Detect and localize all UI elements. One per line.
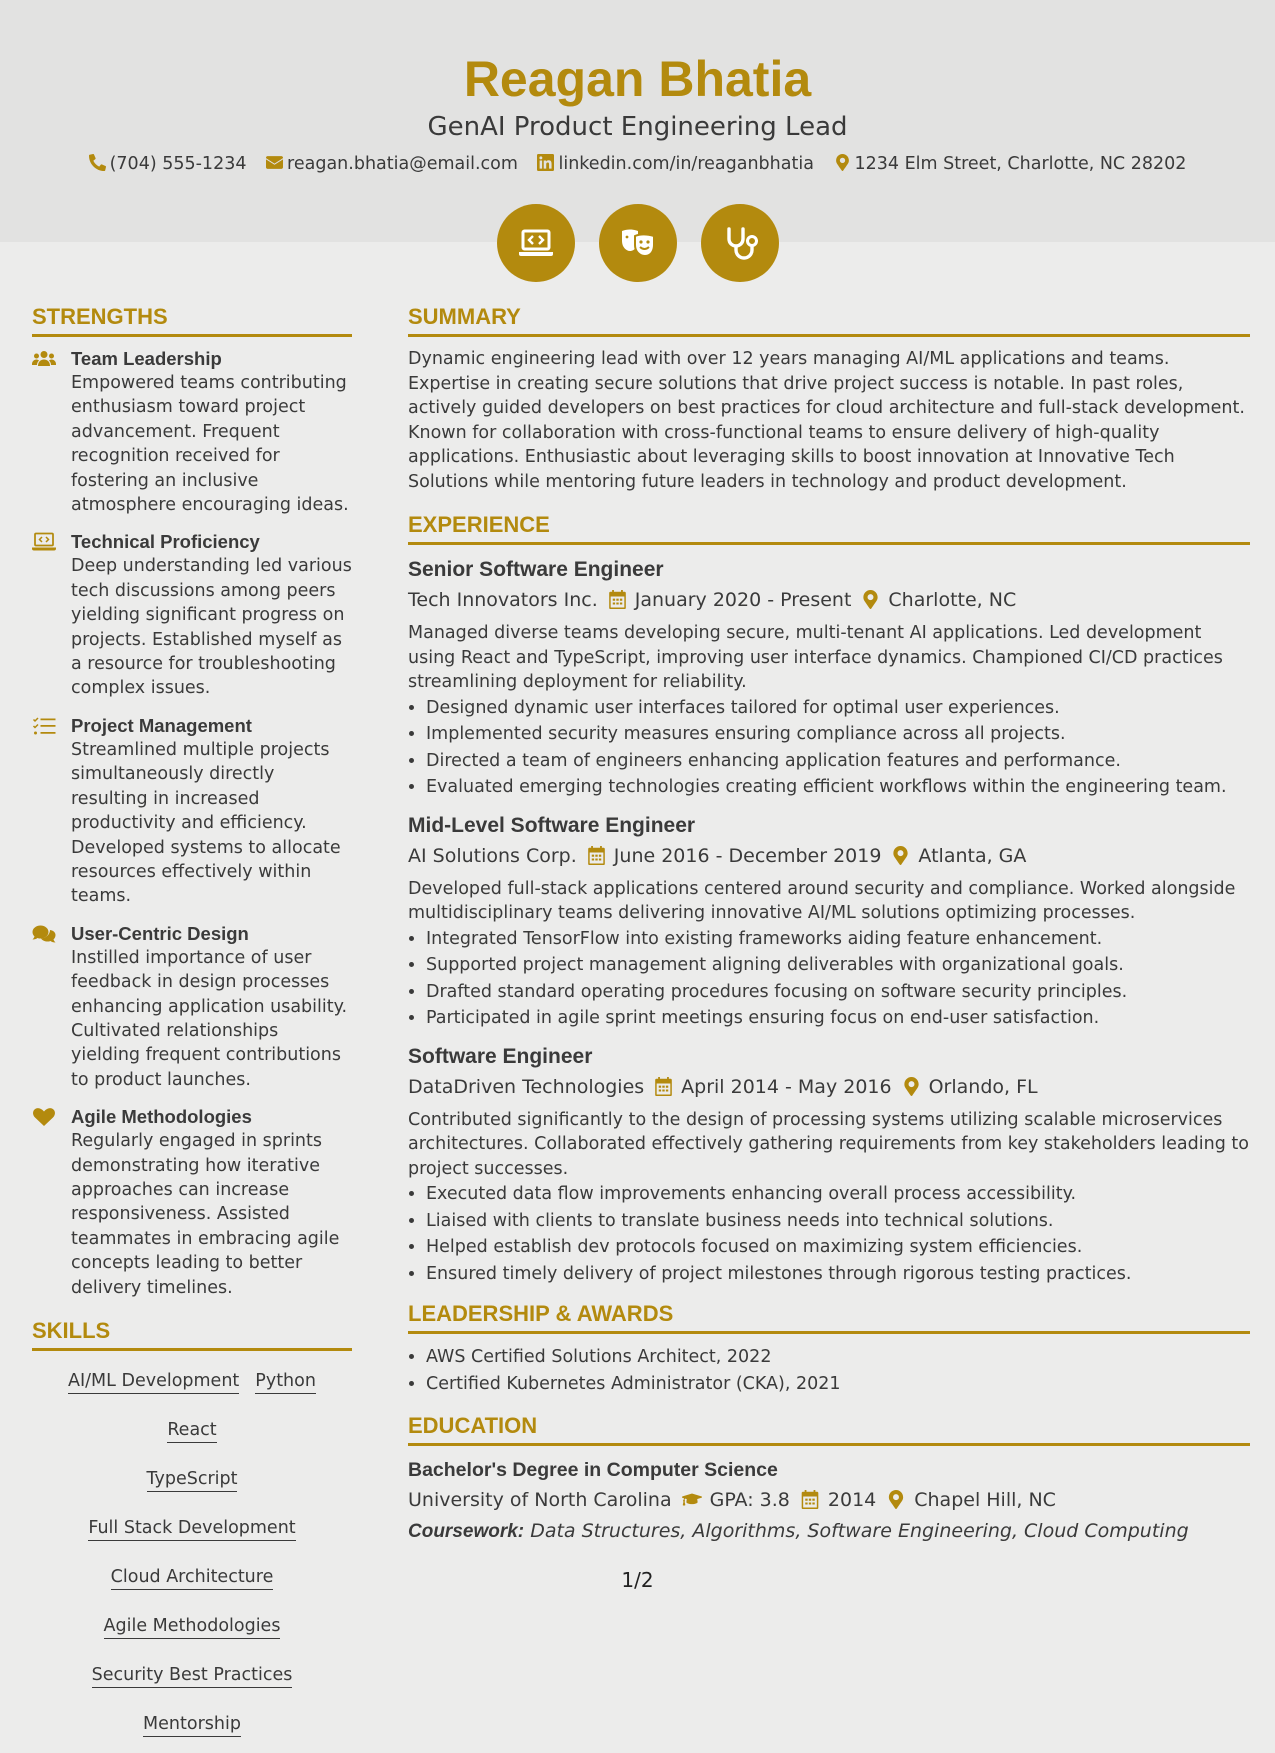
linkedin-icon: [537, 154, 554, 171]
hobby-coding: [497, 204, 575, 282]
graduation-cap-icon: [682, 1490, 702, 1509]
edu-school: University of North Carolina: [408, 1489, 672, 1511]
strength-title: Agile Methodologies: [71, 1106, 252, 1128]
strength-item: [32, 347, 352, 517]
experience-heading: EXPERIENCE: [408, 508, 1250, 545]
job-bullet: • Directed a team of engineers enhancing application features and performance.: [426, 748, 1250, 775]
job-bullet: • Liaised with clients to translate business needs into technical solutions.: [426, 1208, 1250, 1235]
award-item: • Certified Kubernetes Administrator (CKA), 2021: [426, 1371, 1250, 1398]
candidate-title: GenAI Product Engineering Lead: [427, 112, 848, 142]
skill-tag: Agile Methodologies: [104, 1614, 281, 1639]
strength-title: Technical Proficiency: [71, 531, 260, 553]
strength-desc: Streamlined multiple projects simultaneously directly resulting in increased productivity and efficiency. Developed systems to allocate resources effectively within teams.: [71, 739, 341, 907]
calendar-icon: [587, 846, 606, 865]
job-location: Atlanta, GA: [918, 844, 1027, 867]
edu-meta: [408, 1484, 1250, 1516]
job-meta: [408, 841, 1250, 871]
coursework-text: Data Structures, Algorithms, Software Engineering, Cloud Computing: [530, 1520, 1189, 1542]
tasks-icon: [32, 716, 56, 736]
job-company: AI Solutions Corp.: [408, 844, 577, 867]
contact-phone[interactable]: [89, 151, 247, 177]
hobby-medicine: [701, 204, 779, 282]
calendar-icon: [654, 1077, 673, 1096]
awards-heading: LEADERSHIP & AWARDS: [408, 1297, 1250, 1334]
contact-address: [834, 151, 1187, 177]
skills-list: [32, 1361, 352, 1753]
job-bullet: • Evaluated emerging technologies creating efficient workflows within the engineering team.: [426, 774, 1250, 801]
job-dates: June 2016 - December 2019: [613, 844, 882, 867]
job-desc: Developed full-stack applications centered around security and compliance. Worked alongside multidisciplinary teams delivering innovative AI/ML solutions optimizing processes.: [408, 878, 1236, 923]
contact-email[interactable]: [266, 151, 518, 177]
job-meta: [408, 585, 1250, 615]
job-title: Mid-Level Software Engineer: [408, 813, 696, 837]
skills-heading: SKILLS: [32, 1314, 352, 1351]
edu-gpa: GPA: 3.8: [709, 1489, 790, 1511]
right-column: [408, 300, 1250, 1547]
theater-masks-icon: [618, 223, 658, 263]
contact-linkedin[interactable]: [537, 151, 813, 177]
strength-desc: Empowered teams contributing enthusiasm toward project advancement. Frequent recognition received for fostering an inclusive atmosphere encouraging ideas.: [71, 373, 349, 516]
strength-title: User-Centric Design: [71, 922, 249, 944]
education-heading: EDUCATION: [408, 1409, 1250, 1446]
strengths-heading: STRENGTHS: [32, 300, 352, 337]
strength-item: [32, 1105, 352, 1300]
summary-heading: SUMMARY: [408, 300, 1250, 337]
job-bullet: • Implemented security measures ensuring compliance across all projects.: [426, 721, 1250, 748]
job-bullets: [408, 1181, 1250, 1287]
job-location: Orlando, FL: [928, 1075, 1038, 1098]
strength-title: Project Management: [71, 714, 252, 736]
map-marker-icon: [886, 1490, 906, 1509]
job-entry: [408, 1042, 1250, 1288]
strength-desc: Deep understanding led various tech discussions among peers yielding significant progress on projects. Established myself as a resource for troubleshooting complex issues.: [71, 556, 352, 699]
map-marker-icon: [834, 154, 851, 171]
job-title: Senior Software Engineer: [408, 558, 664, 581]
skill-tag: AI/ML Development: [68, 1369, 239, 1394]
left-column: [32, 300, 352, 1753]
strength-item: [32, 530, 352, 700]
contact-bar: [0, 151, 1275, 177]
page-number: 1/2: [621, 1568, 654, 1592]
skill-tag: Full Stack Development: [88, 1516, 295, 1541]
coursework-label: Coursework:: [408, 1521, 525, 1542]
edu-year: 2014: [827, 1489, 877, 1511]
phone-icon: [89, 154, 106, 171]
calendar-icon: [608, 590, 627, 609]
candidate-name: Reagan Bhatia: [463, 51, 812, 107]
job-bullets: [408, 926, 1250, 1032]
map-marker-icon: [891, 846, 910, 865]
award-item: • AWS Certified Solutions Architect, 2022: [426, 1344, 1250, 1371]
job-bullet: • Supported project management aligning deliverables with organizational goals.: [426, 952, 1250, 979]
awards-list: [408, 1344, 1250, 1397]
laptop-code-icon: [516, 223, 556, 263]
job-title: Software Engineer: [408, 1044, 593, 1068]
job-entry: [408, 811, 1250, 1032]
job-bullet: • Designed dynamic user interfaces tailored for optimal user experiences.: [426, 695, 1250, 722]
users-icon: [32, 349, 56, 369]
map-marker-icon: [902, 1077, 921, 1096]
strength-item: [32, 714, 352, 909]
job-company: Tech Innovators Inc.: [408, 589, 598, 611]
skill-tag: TypeScript: [147, 1467, 238, 1492]
comments-icon: [32, 924, 56, 944]
edu-location: Chapel Hill, NC: [914, 1489, 1056, 1511]
edu-degree: Bachelor's Degree in Computer Science: [408, 1459, 778, 1481]
contact-email-text: reagan.bhatia@email.com: [287, 154, 518, 174]
strength-desc: Regularly engaged in sprints demonstrating how iterative approaches can increase responsiveness. Assisted teammates in embracing agile concepts leading to better delivery timelines.: [71, 1131, 340, 1298]
skill-tag: Cloud Architecture: [111, 1565, 274, 1590]
contact-address-text: 1234 Elm Street, Charlotte, NC 28202: [854, 154, 1187, 174]
edu-coursework: [408, 1516, 1250, 1547]
skill-tag: Security Best Practices: [92, 1663, 293, 1688]
envelope-icon: [266, 154, 283, 171]
job-meta: [408, 1072, 1250, 1102]
job-bullet: • Helped establish dev protocols focused on maximizing system efficiencies.: [426, 1234, 1250, 1261]
strength-desc: Instilled importance of user feedback in design processes enhancing application usability. Cultivated relationships yielding frequent contributions to product launches.: [71, 947, 348, 1090]
job-bullets: [408, 695, 1250, 801]
contact-phone-text: (704) 555-1234: [109, 154, 247, 174]
summary-text: Dynamic engineering lead with over 12 years managing AI/ML applications and teams. Expertise in creating secure solutions that drive project success is notable. In past roles, actively guided developers on best practices for cloud architecture and full-stack development. Known for collaboration with cross-functional teams to ensure delivery of high-quality applications. Enthusiastic about leveraging skills to boost innovation at Innovative Tech Solutions while mentoring future leaders in technology and product development.: [408, 349, 1245, 492]
job-dates: April 2014 - May 2016: [681, 1075, 892, 1098]
job-dates: January 2020 - Present: [634, 589, 852, 611]
job-bullet: • Executed data flow improvements enhancing overall process accessibility.: [426, 1181, 1250, 1208]
calendar-icon: [800, 1490, 820, 1509]
job-desc: Managed diverse teams developing secure, multi-tenant AI applications. Led development using React and TypeScript, improving user interface dynamics. Championed CI/CD practices streamlining deployment for reliability.: [408, 623, 1223, 692]
job-bullet: • Ensured timely delivery of project milestones through rigorous testing practices.: [426, 1261, 1250, 1288]
stethoscope-icon: [720, 223, 760, 263]
strength-title: Team Leadership: [71, 348, 222, 369]
job-location: Charlotte, NC: [888, 589, 1017, 611]
job-company: DataDriven Technologies: [408, 1075, 645, 1098]
skill-tag: Python: [255, 1369, 316, 1394]
job-bullet: • Integrated TensorFlow into existing frameworks aiding feature enhancement.: [426, 926, 1250, 953]
contact-linkedin-text: linkedin.com/in/reaganbhatia: [558, 154, 814, 174]
skill-tag: Mentorship: [143, 1712, 241, 1737]
heart-icon: [32, 1107, 56, 1127]
job-bullet: • Participated in agile sprint meetings ensuring focus on end-user satisfaction.: [426, 1005, 1250, 1032]
laptop-code-icon: [32, 532, 56, 552]
job-desc: Contributed significantly to the design of processing systems utilizing scalable microservices architectures. Collaborated effectively gathering requirements from key stakeholders leading to project successes.: [408, 1109, 1249, 1179]
strength-item: [32, 922, 352, 1092]
hobby-theater: [599, 204, 677, 282]
map-marker-icon: [861, 590, 880, 609]
job-entry: [408, 555, 1250, 801]
hobby-icons: [0, 204, 1275, 282]
job-bullet: • Drafted standard operating procedures focusing on software security principles.: [426, 979, 1250, 1006]
skill-tag: React: [167, 1418, 216, 1443]
